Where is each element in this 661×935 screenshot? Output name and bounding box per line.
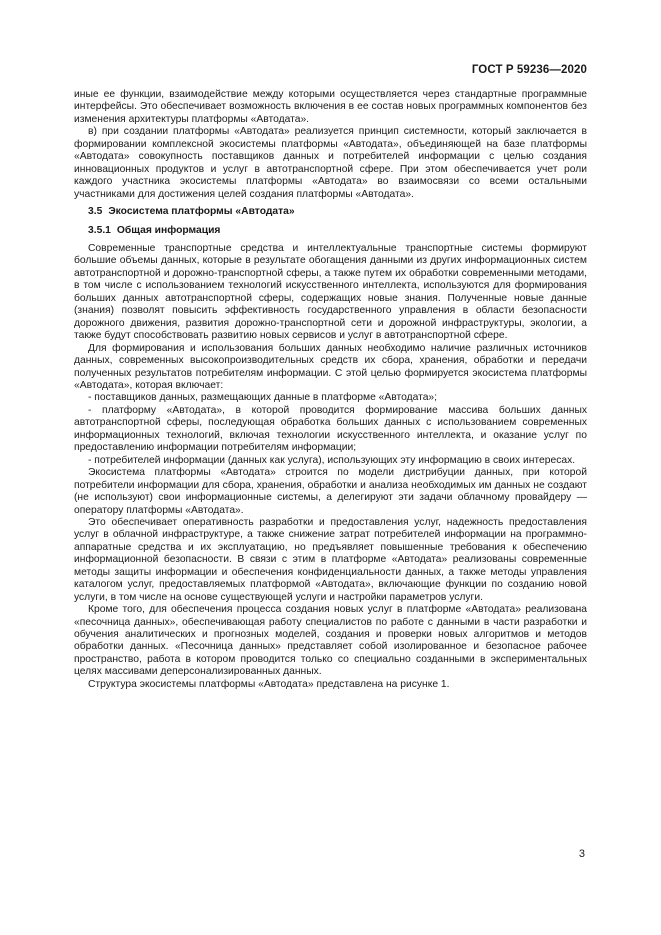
list-item: - потребителей информации (данных как услуга), использующих эту информацию в своих интересах. bbox=[88, 454, 576, 466]
list-item: - поставщиков данных, размещающих данные в платформе «Автодата»; bbox=[88, 392, 438, 404]
paragraph-continuation: иные ее функции, взаимодействие между которыми осуществляется через стандартные программные интерфейсы. Это обеспечивает возможность включения в ее состав новых программных компонентов без изменения архитектуры платформы «Автодата». bbox=[74, 89, 587, 125]
paragraph-figure-reference: Структура экосистемы платформы «Автодата» представлена на рисунке 1. bbox=[88, 678, 450, 690]
section-heading bbox=[88, 206, 587, 218]
paragraph: Для формирования и использования больших данных необходимо наличие различных источников данных, современных высокопроизводительных средств их сбора, хранения, обработки и передачи полученных результатов потребителям информации. С этой целью формируется экосистема платформы «Автодата», которая включает: bbox=[74, 342, 587, 391]
paragraph: Экосистема платформы «Автодата» строится по модели дистрибуции данных, при которой потребители информации для сбора, хранения, обработки и анализа необходимых им данных не создают (не используют) свои информационные системы, а делегируют эти задачи облачному провайдеру — оператору платформы «Автодата». bbox=[74, 467, 587, 516]
page-number: 3 bbox=[578, 848, 585, 860]
subsection-number: 3.5.1 bbox=[88, 224, 111, 236]
paragraph: Кроме того, для обеспечения процесса создания новых услуг в платформе «Автодата» реализована «песочница данных», обеспечивающая работу специалистов по работе с данными в части разработки и обучения аналитических и прогнозных моделей, создания и проверки новых алгоритмов и методов обработки данных. «Песочница данных» представляет собой изолированное и безопасное рабочее пространство, работа в котором проводится только со специально созданными в экспериментальных целях массивами деперсонализированных данных. bbox=[74, 604, 587, 678]
document-code-header: ГОСТ Р 59236—2020 bbox=[471, 64, 587, 76]
subsection-title: Общая информация bbox=[116, 224, 221, 236]
paragraph: Это обеспечивает оперативность разработки и предоставления услуг, надежность предоставления услуг в облачной инфраструктуре, а также снижение затрат потребителей информации на программно-аппаратные средства и их эксплуатацию, но предъявляет повышенные требования к обеспечению информационной безопасности. В связи с этим в платформе «Автодата» реализованы современные методы защиты информации и обеспечения конфиденциальности данных, а также методы управления каталогом услуг, предоставляемых платформой «Автодата», включающие функции по созданию новой услуги, в том числе на основе существующей услуги и настройки параметров услуги. bbox=[74, 516, 587, 603]
paragraph: Современные транспортные средства и интеллектуальные транспортные системы формируют большие объемы данных, которые в результате обогащения данными из других информационных систем автотранспортной и дорожно-транспортной сферы, а также путем их обработки современными методами, в том числе с использованием технологий искусственного интеллекта, используются для формирования больших данных автотранспортной сферы, содержащих новые знания. Полученные новые данные (знания) позволят повысить эффективность государственного управления в области безопасности дорожного движения, развития дорожно-транспортной сети и дорожной инфраструктуры, экологии, а также будут способствовать развитию новых сервисов и услуг в автотранспортной сфере. bbox=[74, 242, 587, 342]
section-number: 3.5 bbox=[88, 206, 103, 218]
section-title: Экосистема платформы «Автодата» bbox=[108, 206, 295, 218]
document-body bbox=[74, 89, 587, 691]
paragraph-item-v: в) при создании платформы «Автодата» реализуется принцип системности, который заключается в формировании комплексной экосистемы платформы «Автодата», объединяющей на базе платформы «Автодата» совокупность поставщиков данных и потребителей информации с целью создания инновационных продуктов и услуг в автотранспортной сфере. При этом обеспечивается учет роли каждого участника экосистемы платформы «Автодата» во взаимосвязи со всеми остальными участниками для достижения целей создания платформы «Автодата». bbox=[74, 126, 587, 200]
subsection-heading bbox=[88, 225, 587, 237]
list-item: - платформу «Автодата», в которой проводится формирование массива больших данных автотранспортной сферы, последующая обработка больших данных с использованием современных информационных технологий, включая технологии искусственного интеллекта, и оказание услуг по предоставлению информации потребителям информации; bbox=[74, 404, 587, 454]
